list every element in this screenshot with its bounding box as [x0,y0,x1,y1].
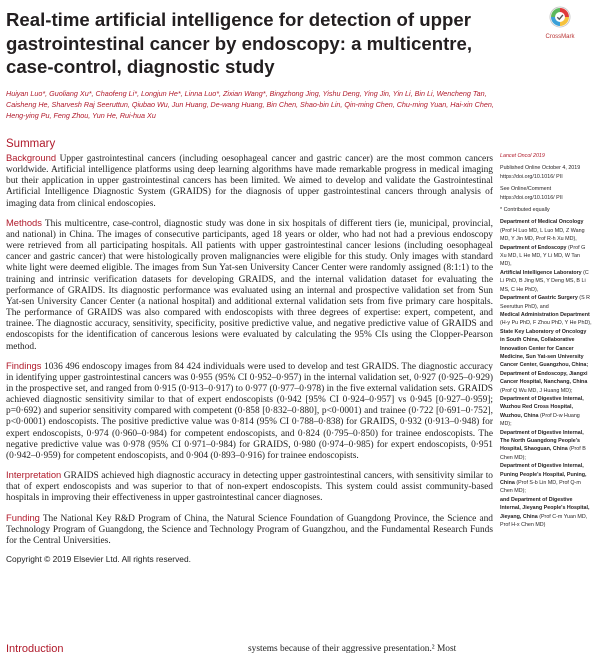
affiliation-name: Medical Administration Department [500,311,590,318]
affiliation-people: (Prof D-w Huang MD); [500,412,580,428]
affiliation-name: Department of Digestive Internal, Puning People's Hospital, Puning, China [500,463,587,487]
background-section [6,152,493,210]
crossmark-logo[interactable] [534,6,586,40]
interpretation-label: Interpretation [6,469,62,481]
copyright-notice: Copyright © 2019 Elsevier Ltd. All rights reserved. [6,554,191,564]
methods-label: Methods [6,216,42,228]
methods-text: This multicentre, case-control, diagnostic study was done in six hospitals of different tiers (ie, municipal, provincial, and national) in China. The images of consecutive participants, aged 18 years or older, who had not had a previous endoscopy were retrieved from all participating hospitals. All patients with upper gastrointestinal cancer lesions (including oesophageal cancer and gastric cancer) that were histologically proven malignancies were eligible for this study. Only images with standard white light were deemed eligible. The images from Sun Yat-sen University Cancer Center were randomly assigned (8:1:1) to the training and intrinsic verification datasets for developing GRAIDS, and the internal validation dataset for evaluating the performance of GRAIDS. Its diagnostic performance was evaluated using an internal and prospective validation set from Sun Yat-sen University Cancer Center (a national hospital) and additional external validation sets from five primary care hospitals. The performance of GRAIDS was also compared with endoscopists with three degrees of expertise: expert, competent, and trainee. The diagnostic accuracy, sensitivity, specificity, positive predictive value, and negative predictive value of GRAIDS and endoscopists for the identification of cancerous lesions were evaluated by calculating the 95% CIs using the Clopper-Pearson method. [6,218,493,352]
affiliation [500,462,592,496]
affiliation-people: (Prof G Xu MD, L He MD, Y Li MD, W Tan MD), [500,244,586,268]
affiliation-people: (Prof S-b Lin MD, Prof Q-m Chen MD); [500,480,581,495]
affiliation-people: (Prof B Chen MD); [500,446,586,461]
affiliations [500,218,592,529]
crossmark-icon [549,6,571,28]
contributed-note: * Contributed equally [500,207,550,214]
affiliation-name: Department of Gastric Surgery [500,295,578,302]
affiliation-name: and Department of Digestive Internal, Jieyang People's Hospital, Jieyang, China [500,496,590,520]
affiliation [500,328,592,395]
findings-label: Findings [6,359,42,371]
interpretation-section [6,469,493,504]
introduction-heading: Introduction [6,643,64,655]
affiliation [500,244,592,269]
affiliation-people: (S R Seeruttun PhD), and [500,295,590,310]
abstract [6,138,493,572]
affiliation-name: State Key Laboratory of Oncology in South China, Collaborative Innovation Center for Cancer Medicine, Sun Yat-sen University Cancer Center, Guangzhou, China; Department of Endoscopy, Jiangxi Cancer Hospital, Nanchang, China [500,328,589,386]
background-label: Background [6,152,57,163]
author-list: Huiyan Luo*, Guoliang Xu*, Chaofeng Li*, Longjun He*, Linna Luo*, Zixian Wang*, Bingzhong Jing, Yishu Deng, Ying Jin, Yin Li, Bin Li, Wencheng Tan, Caisheng He, Sharvesh Raj Seeruttun, Qiubao Wu, Jun Huang, De-wang Huang, Bin Chen, Shao-bin Lin, Qin-ming Chen, Chu-ming Yuan, Hai-xin Chen, Heng-ying Pu, Feng Zhou, Yun He, Rui-hua Xu [6,89,494,121]
affiliation-people: (Prof H Luo MD, L Luo MD, Z Wang MD, Y Jin MD, Prof R-h Xu MD), [500,227,585,243]
funding-text: The National Key R&D Program of China, the Natural Science Foundation of Guangdong Province, the Science and Technology Program of Guangdong, the Science and Technology Program of Guangzhou, and the Fundamental Research Funds for the Central Universities. [6,513,493,546]
article-title: Real-time artificial intelligence for detection of upper gastrointestinal cancer by endoscopy: a multicentre, case-control, diagnostic study [6,9,473,77]
affiliation-name: Department of Endoscopy [500,244,567,251]
interpretation-text: GRAIDS achieved high diagnostic accuracy in detecting upper gastrointestinal cancers, with sensitivity similar to that of expert endoscopists and was superior to that of non-expert endoscopists. This system could assist community-based hospitals in improving their effectiveness in upper gastrointestinal cancer diagnoses. [6,471,493,504]
affiliation-name: Department of Digestive Internal, The North Guangdong People's Hospital, Shaoguan, China [500,429,584,453]
crossmark-label: CrossMark [545,34,575,40]
affiliation [500,395,592,429]
affiliation-name: Department of Medical Oncology [500,219,584,226]
background-text: Upper gastrointestinal cancers (including oesophageal cancer and gastric cancer) are the most common cancers worldwide. Artificial intelligence platforms using deep learning algorithms have made remarkable progress in medical imaging but their application in upper gastrointestinal cancers has been limited. We aimed to develop and validate the Gastrointestinal Artificial Intelligence Diagnostic System (GRAIDS) for the diagnosis of upper gastrointestinal cancers through analysis of imaging data from clinical endoscopies. [6,154,493,209]
journal-citation: Lancet Oncol 2019 [500,153,545,159]
summary-heading: Summary [6,138,56,150]
affiliation-people: (H-y Pu PhD, F Zhou PhD, Y He PhD), [500,320,592,327]
affiliation-people: (Prof Q Wu MD, J Huang MD); [500,387,573,394]
affiliation [500,496,592,530]
affiliation [500,294,592,311]
funding-section [6,512,493,547]
see-online-comment[interactable]: See Online/Comment https://doi.org/10.1016/ PII [500,186,563,201]
findings-section [6,360,493,462]
affiliation-people: (C Li PhD, B Jing MS, Y Deng MS, B Li MS, C He PhD), [500,269,589,293]
sidebar [500,152,592,529]
affiliation-name: Artificial Intelligence Laboratory [500,269,582,276]
affiliation-name: Department of Digestive Internal, Wuzhou Red Cross Hospital, Wuzhou, China [500,395,584,419]
affiliation [500,311,592,328]
affiliation [500,429,592,463]
findings-text: 1036 496 endoscopy images from 84 424 individuals were used to develop and test GRAIDS. The diagnostic accuracy in identifying upper gastrointestinal cancers was 0·955 (95% CI 0·952–0·957) in the internal validation set, 0·927 (0·925–0·929) in the prospective set, and ranged from 0·915 (0·913–0·917) to 0·977 (0·977–0·978) in the five external validation sets. GRAIDS achieved diagnostic sensitivity similar to that of expert endoscopists (0·942 [95% CI 0·924–0·957] vs 0·945 [0·927–0·959]; p=0·692) and superior sensitivity compared with competent (0·858 [0·832–0·880], p<0·0001) and trainee (0·722 [0·691–0·752], p<0·0001) endoscopists. The positive predictive value was 0·814 (95% CI 0·788–0·838) for GRAIDS, 0·932 (0·913–0·948) for expert endoscopists, 0·974 (0·960–0·984) for competent endoscopists, and 0·824 (0·795–0·850) for trainee endoscopists. The negative predictive value was 0·978 (95% CI 0·971–0·984) for GRAIDS, 0·980 (0·974–0·985) for expert endoscopists, 0·951 (0·942–0·959) for competent endoscopists, and 0·904 (0·893–0·916) for trainee endoscopists. [6,361,493,461]
affiliation [500,269,592,294]
funding-label: Funding [6,511,40,523]
published-online[interactable]: Published Online October 4, 2019 https://doi.org/10.1016/ PII [500,165,581,180]
affiliation-people: (Prof C-m Yuan MD, Prof H-x Chen MD) [500,513,588,529]
affiliation [500,218,592,243]
introduction-text: systems because of their aggressive presentation.² Most [248,644,457,654]
methods-section [6,217,493,353]
